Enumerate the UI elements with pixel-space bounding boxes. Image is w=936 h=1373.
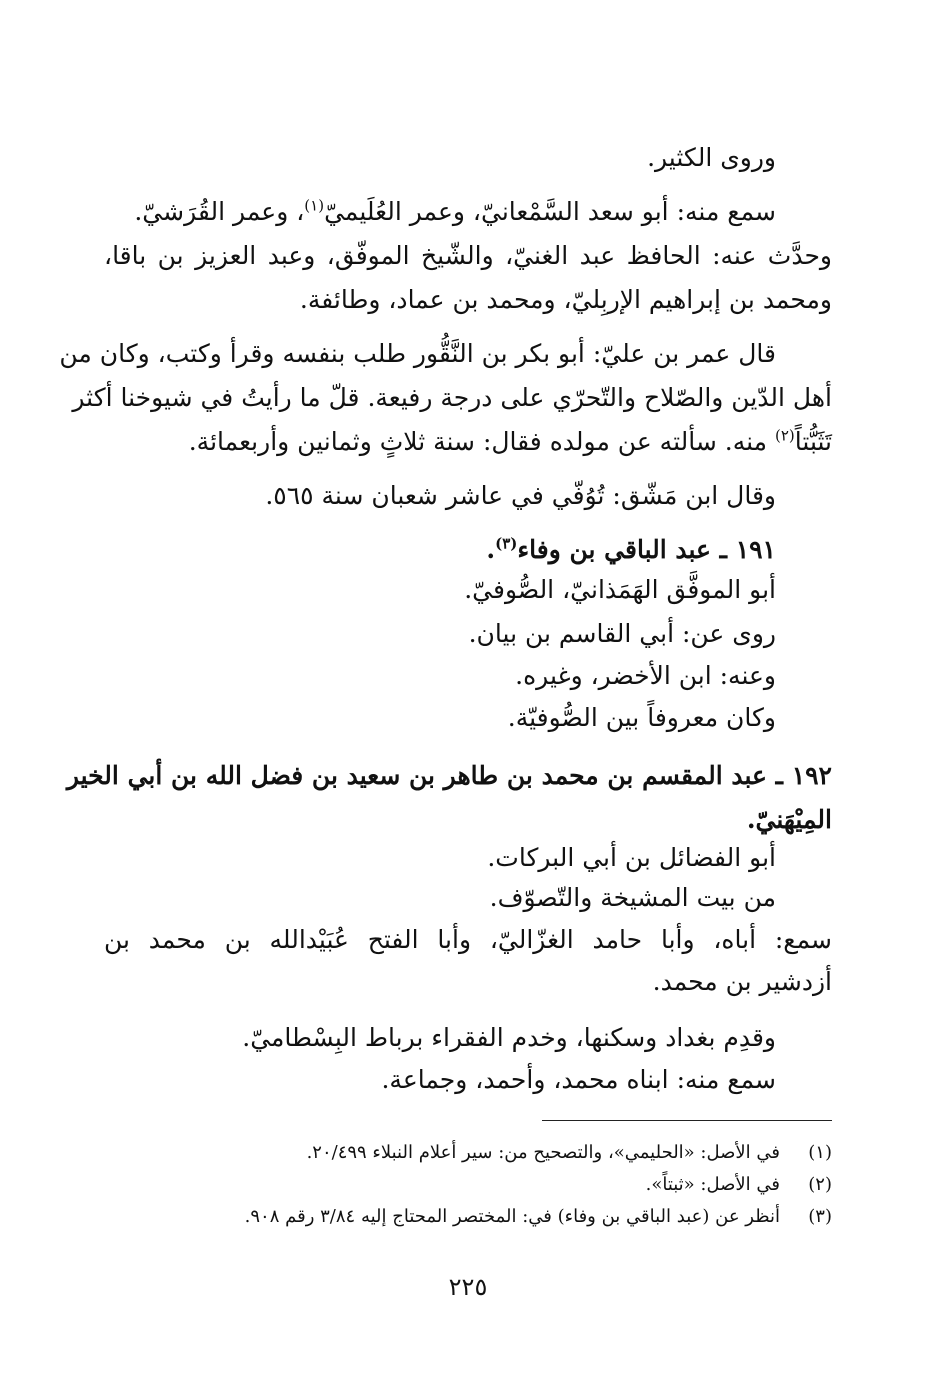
footnote-number: (٣) [808, 1206, 832, 1227]
footnote-number: (١) [808, 1142, 832, 1163]
text-line: أزدشير بن محمد. [652, 967, 832, 996]
text-line: أبو الفضائل بن أبي البركات. [487, 843, 776, 872]
footnote [104, 1138, 832, 1168]
footnote-text: في الأصل: «ثبتاً». [645, 1174, 780, 1195]
text-line: وكان معروفاً بين الصُّوفيّة. [507, 703, 776, 732]
footnote-ref: (٣) [495, 534, 518, 553]
footnote-separator [542, 1120, 832, 1121]
text-line: أبو الموفَّق الهَمَذانيّ، الصُّوفيّ. [464, 575, 776, 604]
text-line: تَثَبُّتاً$^{(٢)}$ منه. سألته عن مولده فقال: سنة ثلاثٍ وثمانين وأربعمائة. [188, 426, 832, 456]
entry-heading: المِيْهَنيّ. [746, 805, 832, 834]
footnote [104, 1170, 832, 1200]
text-line: وقال ابن مَشّق: تُوُفّي في عاشر شعبان سنة ٥٦٥. [265, 481, 776, 510]
text-line: سمع منه: أبو سعد السَّمْعانيّ، وعمر العُلَيميّ$^{(١)}$، وعمر القُرَشيّ. [134, 196, 776, 226]
text-line: سمع: أباه، وأبا حامد الغزّاليّ، وأبا الفتح عُبَيْدالله بن محمد بن [104, 925, 832, 954]
text-line: وحدَّث عنه: الحافظ عبد الغنيّ، والشّيخ الموفّق، وعبد العزيز بن باقا، [104, 241, 832, 270]
text-line: أهل الدّين والصّلاح والتّحرّي على درجة رفيعة. قلّ ما رأيتُ في شيوخنا أكثر [72, 383, 832, 412]
text-line: قال عمر بن عليّ: أبو بكر بن النَّقُّور طلب بنفسه وقرأ وكتب، وكان من [59, 339, 776, 368]
footnote-ref: (١) [304, 196, 325, 215]
entry-heading: ١٩١ ـ عبد الباقي بن وفاء$^{(٣)}$. [486, 534, 776, 564]
text-line: روى عن: أبي القاسم بن بيان. [468, 619, 776, 648]
entry-heading: ١٩٢ ـ عبد المقسم بن محمد بن طاهر بن سعيد بن فضل الله بن أبي الخير [66, 761, 832, 790]
text-line: سمع منه: ابناه محمد، وأحمد، وجماعة. [381, 1065, 776, 1094]
footnote-number: (٢) [808, 1174, 832, 1195]
text-line: وقدِم بغداد وسكنها، وخدم الفقراء برباط البِسْطاميّ. [242, 1023, 776, 1052]
page-number: ٢٢٥ [448, 1273, 488, 1301]
text-line: من بيت المشيخة والتّصوّف. [489, 883, 776, 912]
text-line: وروى الكثير. [647, 143, 776, 172]
footnote [104, 1202, 832, 1232]
footnote-text: أنظر عن (عبد الباقي بن وفاء) في: المختصر المحتاج إليه ٣/٨٤ رقم ٩٠٨. [244, 1206, 780, 1227]
footnote-ref: (٢) [775, 426, 795, 445]
footnote-text: في الأصل: «الحليمي»، والتصحيح من: سير أعلام النبلاء ٢٠/٤٩٩. [306, 1142, 780, 1163]
text-line: ومحمد بن إبراهيم الإربِليّ، ومحمد بن عماد، وطائفة. [299, 285, 832, 314]
text-line: وعنه: ابن الأخضر، وغيره. [515, 661, 776, 690]
